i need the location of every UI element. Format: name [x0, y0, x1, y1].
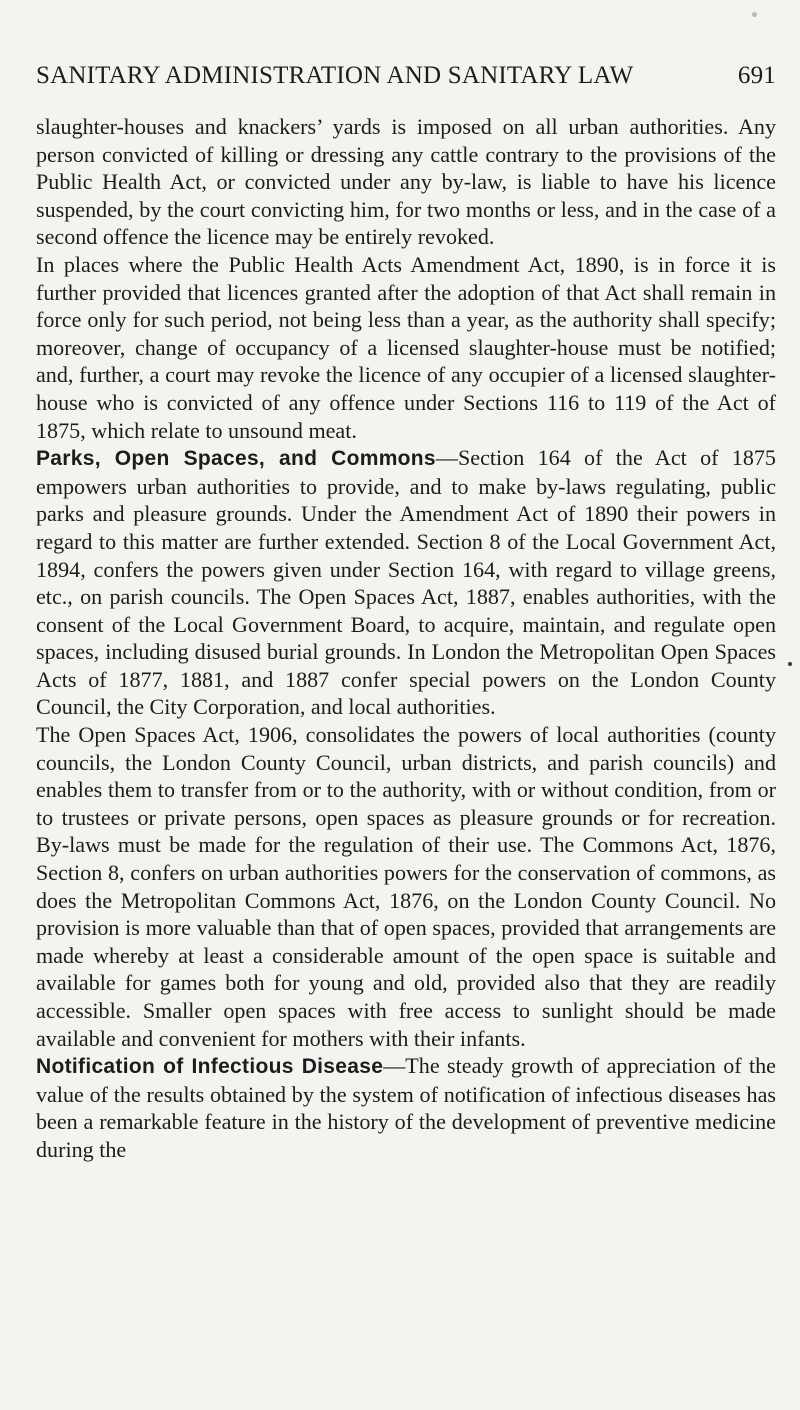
section-heading-notification: Notification of Infectious Disease	[36, 1055, 384, 1079]
running-head-title: SANITARY ADMINISTRATION AND SANITARY LAW	[36, 62, 634, 89]
page-number: 691	[737, 62, 776, 89]
page-blemish	[752, 12, 757, 17]
paragraph-public-health-amendment: In places where the Public Health Acts Amendment Act, 1890, is in force it is further provided that licences granted after the adoption of that Act shall remain in force only for such period, not being less than a year, as the authority shall specify; moreover, change of occupancy of a licensed slaughter-house must be notified; and, further, a court may revoke the licence of any occupier of a licensed slaughter-house who is convicted of any offence under Sections 116 to 119 of the Act of 1875, which relate to unsound meat.	[36, 251, 776, 443]
body-text	[36, 113, 776, 1164]
section-heading-parks: Parks, Open Spaces, and Commons	[36, 447, 436, 471]
paragraph-notification-text: —The steady growth of appreciation of the value of the results obtained by the system of notification of infectious diseases has been a remarkable feature in the history of the development of preventive medicine during the	[36, 1053, 776, 1162]
paragraph-slaughter-houses: slaughter-houses and knackers’ yards is imposed on all urban authorities. Any person convicted of killing or dressing any cattle contrary to the provisions of the Public Health Act, or convicted under any by-law, is liable to have his licence suspended, by the court convicting him, for two months or less, and in the case of a second offence the licence may be entirely revoked.	[36, 114, 776, 250]
paragraph-open-spaces-act-1906: The Open Spaces Act, 1906, consolidates the powers of local authorities (county councils, the London County Council, urban districts, and parish councils) and enables them to transfer from or to the authority, with or without condition, from or to trustees or private persons, open spaces as pleasure grounds or for recreation. By-laws must be made for the regulation of their use. The Commons Act, 1876, Section 8, confers on urban authorities powers for the conservation of commons, as does the Metropolitan Commons Act, 1876, on the London County Council. No provision is more valuable than that of open spaces, provided that arrangements are made whereby at least a considerable amount of the open space is suitable and available for games both for young and old, provided also that they are readily accessible. Smaller open spaces with free access to sunlight should be made available and convenient for mothers with their infants.	[36, 722, 776, 1051]
paragraph-parks-open-spaces	[36, 444, 776, 721]
paragraph-notification	[36, 1052, 776, 1163]
paragraph-parks-text: —Section 164 of the Act of 1875 empowers urban authorities to provide, and to make by-laws regulating, public parks and pleasure grounds. Under the Amendment Act of 1890 their powers in regard to this matter are further extended. Section 8 of the Local Government Act, 1894, confers the powers given under Section 164, with regard to village greens, etc., on parish councils. The Open Spaces Act, 1887, enables authorities, with the consent of the Local Government Board, to acquire, maintain, and regulate open spaces, including disused burial grounds. In London the Metropolitan Open Spaces Acts of 1877, 1881, and 1887 confer special powers on the London County Council, the City Corporation, and local authorities.	[36, 445, 776, 720]
margin-ink-dot	[788, 662, 792, 666]
